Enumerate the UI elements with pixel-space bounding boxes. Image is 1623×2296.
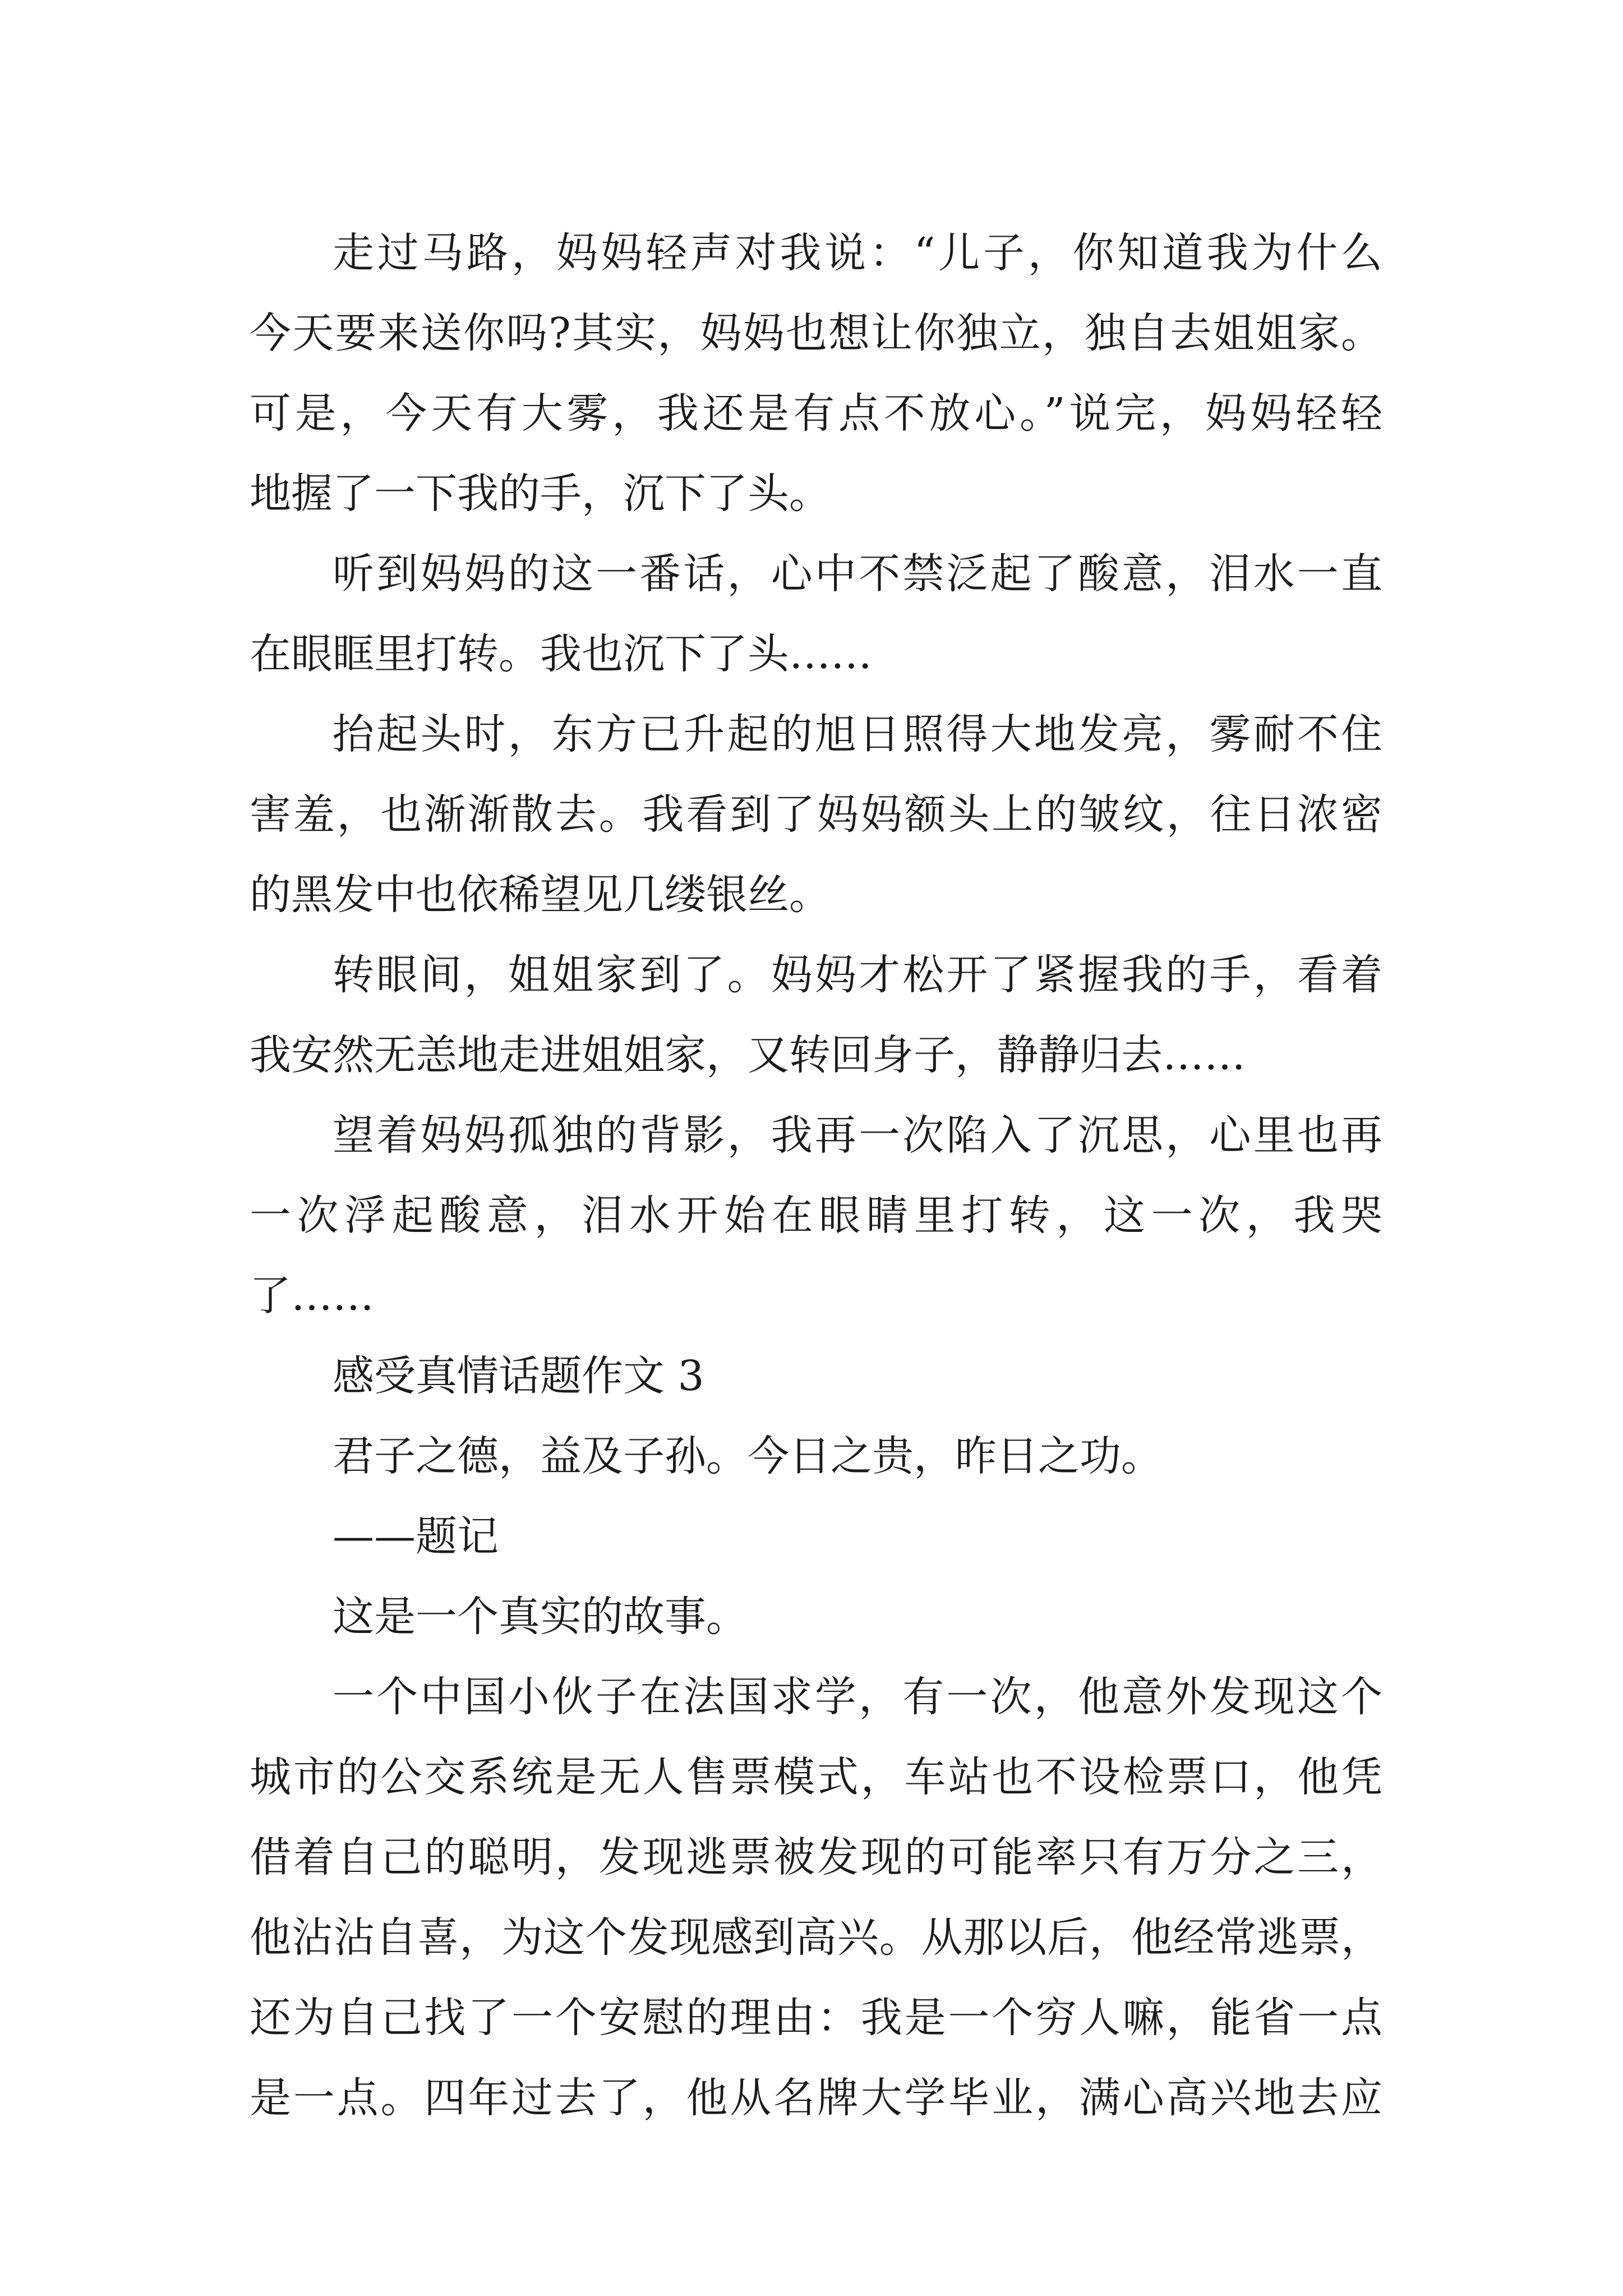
text-line: 一个中国小伙子在法国求学，有一次，他意外发现这个 [333,1673,1382,1721]
text-line: 城市的公交系统是无人售票模式，车站也不设检票口，他凭 [250,1753,1382,1801]
text-line: 今天要来送你吗?其实，妈妈也想让你独立，独自去姐姐家。 [250,309,1382,357]
text-line: 的黑发中也依稀望见几缕银丝。 [250,871,831,919]
text-line: 可是，今天有大雾，我还是有点不放心。”说完，妈妈轻轻 [250,389,1382,438]
text-line: 抬起头时，东方已升起的旭日照得大地发亮，雾耐不住 [333,710,1382,758]
text-line: 借着自己的聪明，发现逃票被发现的可能率只有万分之三， [250,1833,1382,1881]
text-line: 转眼间，姐姐家到了。妈妈才松开了紧握我的手，看着 [333,951,1382,999]
text-line: 是一点。四年过去了，他从名牌大学毕业，满心高兴地去应 [250,2074,1382,2122]
text-line: ——题记 [333,1512,499,1561]
text-line: 了…… [250,1272,374,1320]
text-line: 地握了一下我的手，沉下了头。 [250,470,831,518]
text-line: 感受真情话题作文 3 [333,1352,704,1400]
text-line: 害羞，也渐渐散去。我看到了妈妈额头上的皱纹，往日浓密 [250,790,1382,839]
text-line: 这是一个真实的故事。 [333,1593,748,1641]
text-line: 听到妈妈的这一番话，心中不禁泛起了酸意，泪水一直 [333,550,1382,598]
text-line: 在眼眶里打转。我也沉下了头…… [250,630,872,678]
text-line: 还为自己找了一个安慰的理由：我是一个穷人嘛，能省一点 [250,1994,1382,2042]
text-line: 他沾沾自喜，为这个发现感到高兴。从那以后，他经常逃票， [250,1913,1382,1962]
text-line: 一次浮起酸意，泪水开始在眼睛里打转，这一次，我哭 [250,1191,1382,1240]
text-line: 望着妈妈孤独的背影，我再一次陷入了沉思，心里也再 [333,1111,1382,1159]
text-line: 我安然无恙地走进姐姐家，又转回身子，静静归去…… [250,1031,1246,1079]
document-body [250,213,1382,2138]
text-line: 走过马路，妈妈轻声对我说：“儿子，你知道我为什么 [333,229,1382,277]
text-line: 君子之德，益及子孙。今日之贵，昨日之功。 [333,1432,1163,1480]
